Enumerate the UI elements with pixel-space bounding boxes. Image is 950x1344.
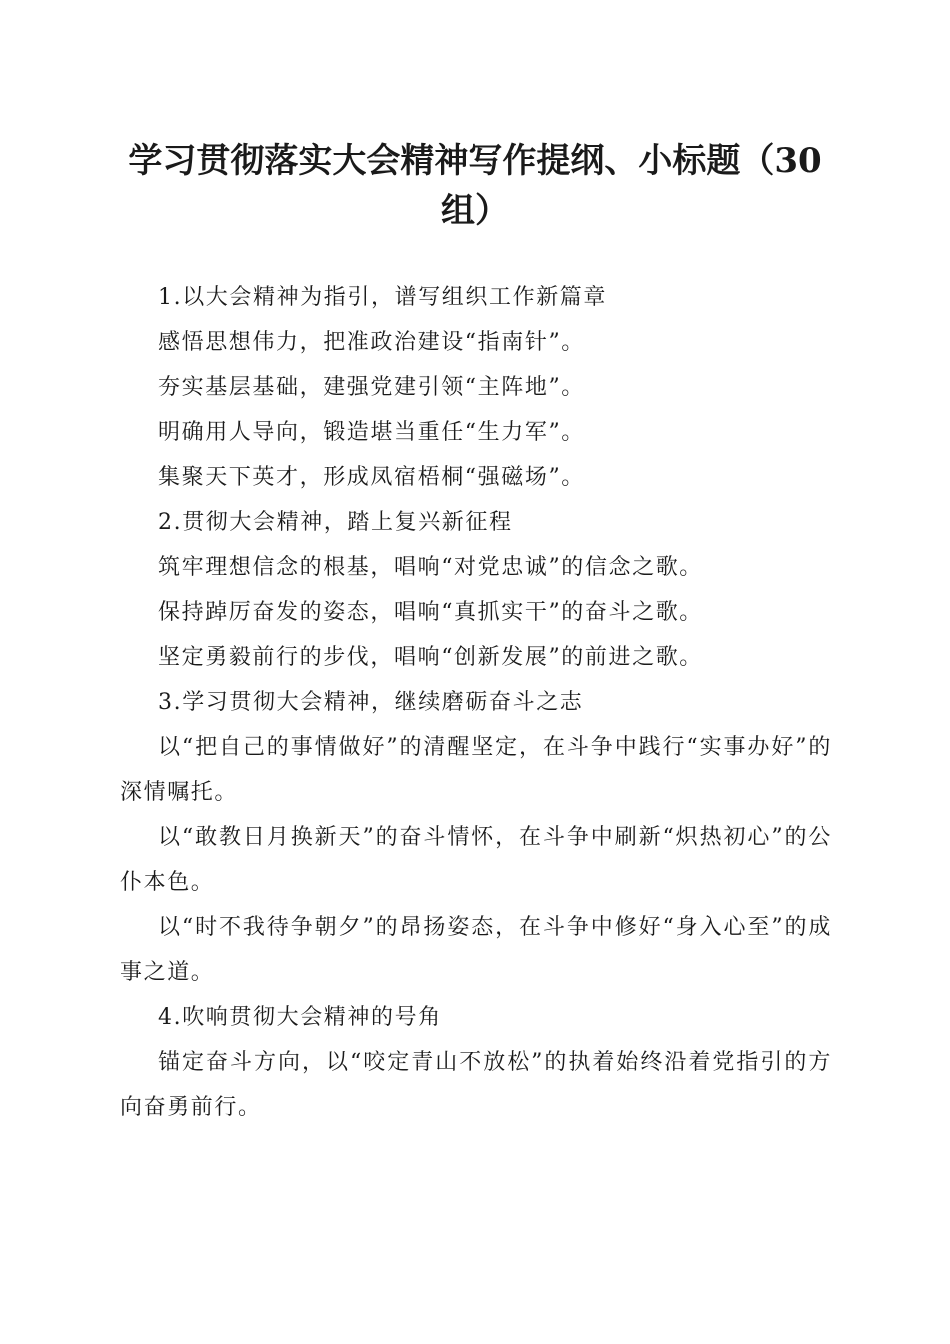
section-heading: 4.吹响贯彻大会精神的号角 <box>158 1005 442 1030</box>
paragraph: 保持踔厉奋发的姿态，唱响“真抓实干”的奋斗之歌。 <box>158 600 703 625</box>
paragraph: 明确用人导向，锻造堪当重任“生力军”。 <box>158 420 585 445</box>
paragraph: 夯实基层基础，建强党建引领“主阵地”。 <box>158 375 585 400</box>
paragraph: 坚定勇毅前行的步伐，唱响“创新发展”的前进之歌。 <box>158 645 703 670</box>
paragraph: 以“把自己的事情做好”的清醒坚定，在斗争中践行“实事办好”的深情嘱托。 <box>120 735 832 805</box>
section-heading: 1.以大会精神为指引，谱写组织工作新篇章 <box>158 285 607 310</box>
paragraph: 感悟思想伟力，把准政治建设“指南针”。 <box>158 330 585 355</box>
paragraph: 筑牢理想信念的根基，唱响“对党忠诚”的信念之歌。 <box>158 555 703 580</box>
section-heading: 3.学习贯彻大会精神，继续磨砺奋斗之志 <box>158 690 584 715</box>
paragraph: 集聚天下英才，形成凤宿梧桐“强磁场”。 <box>158 465 585 490</box>
section-heading: 2.贯彻大会精神，踏上复兴新征程 <box>158 510 513 535</box>
document-body <box>120 275 832 1130</box>
document-title: 学习贯彻落实大会精神写作提纲、小标题（30组） <box>128 141 822 231</box>
paragraph: 以“时不我待争朝夕”的昂扬姿态，在斗争中修好“身入心至”的成事之道。 <box>120 915 832 985</box>
paragraph: 锚定奋斗方向，以“咬定青山不放松”的执着始终沿着党指引的方向奋勇前行。 <box>120 1050 832 1120</box>
paragraph: 以“敢教日月换新天”的奋斗情怀，在斗争中刷新“炽热初心”的公仆本色。 <box>120 825 832 895</box>
